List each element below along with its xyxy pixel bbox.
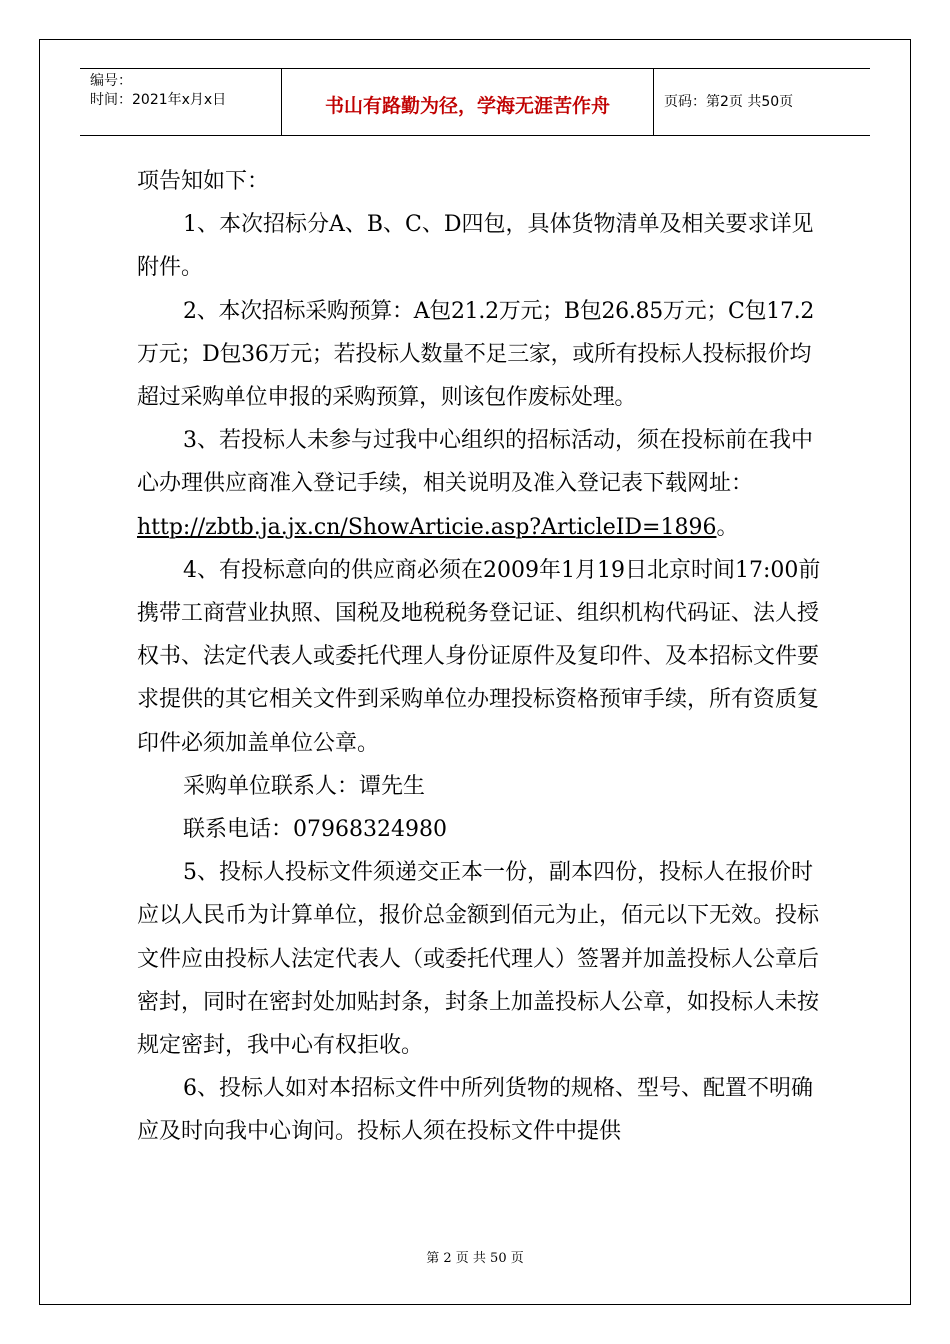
document-body: [137, 160, 827, 1154]
registration-link[interactable]: http://zbtb.ja.jx.cn/ShowArticie.asp?ArticleID=1896: [137, 514, 717, 540]
paragraph-6: 6、投标人如对本招标文件中所列货物的规格、型号、配置不明确应及时向我中心询问。投标人须在投标文件中提供: [137, 1076, 813, 1145]
paragraph-1: 1、本次招标分A、B、C、D四包，具体货物清单及相关要求详见附件。: [137, 212, 814, 281]
page-header: [80, 68, 870, 136]
contact-person: 采购单位联系人：谭先生: [183, 773, 426, 799]
paragraph-3-text: 3、若投标人未参与过我中心组织的招标活动，须在投标前在我中心办理供应商准入登记手续，相关说明及准入登记表下载网址：: [137, 428, 813, 497]
number-label: 编号：: [90, 73, 132, 89]
header-meta: [80, 69, 282, 135]
paragraph-3: [137, 419, 827, 549]
paragraph-4: 4、有投标意向的供应商必须在2009年1月19日北京时间17:00前携带工商营业执照、国税及地税税务登记证、组织机构代码证、法人授权书、法定代表人或委托代理人身份证原件及复印件、及本招标文件要求提供的其它相关文件到采购单位办理投标资格预审手续，所有资质复印件必须加盖单位公章。: [137, 557, 821, 756]
paragraph-2: 2、本次招标采购预算：A包21.2万元；B包26.85万元；C包17.2万元；D包36万元；若投标人数量不足三家，或所有投标人投标报价均超过采购单位申报的采购预算，则该包作废标处理。: [137, 298, 815, 411]
contact-phone: 联系电话：07968324980: [183, 817, 447, 843]
time-label: 时间：2021年x月x日: [90, 92, 227, 108]
page-footer: 第 2 页 共 50 页: [426, 1251, 524, 1266]
header-motto: 书山有路勤为径，学海无涯苦作舟: [282, 69, 654, 135]
paragraph-5: 5、投标人投标文件须递交正本一份，副本四份，投标人在报价时应以人民币为计算单位，报价总金额到佰元为止，佰元以下无效。投标文件应由投标人法定代表人（或委托代理人）签署并加盖投标人公章后密封，同时在密封处加贴封条，封条上加盖投标人公章，如投标人未按规定密封，我中心有权拒收。: [137, 860, 820, 1059]
paragraph-intro: 项告知如下：: [137, 169, 270, 194]
paragraph-3-end: 。: [716, 514, 739, 540]
header-page-info: 页码：第2页 共50页: [664, 94, 794, 110]
